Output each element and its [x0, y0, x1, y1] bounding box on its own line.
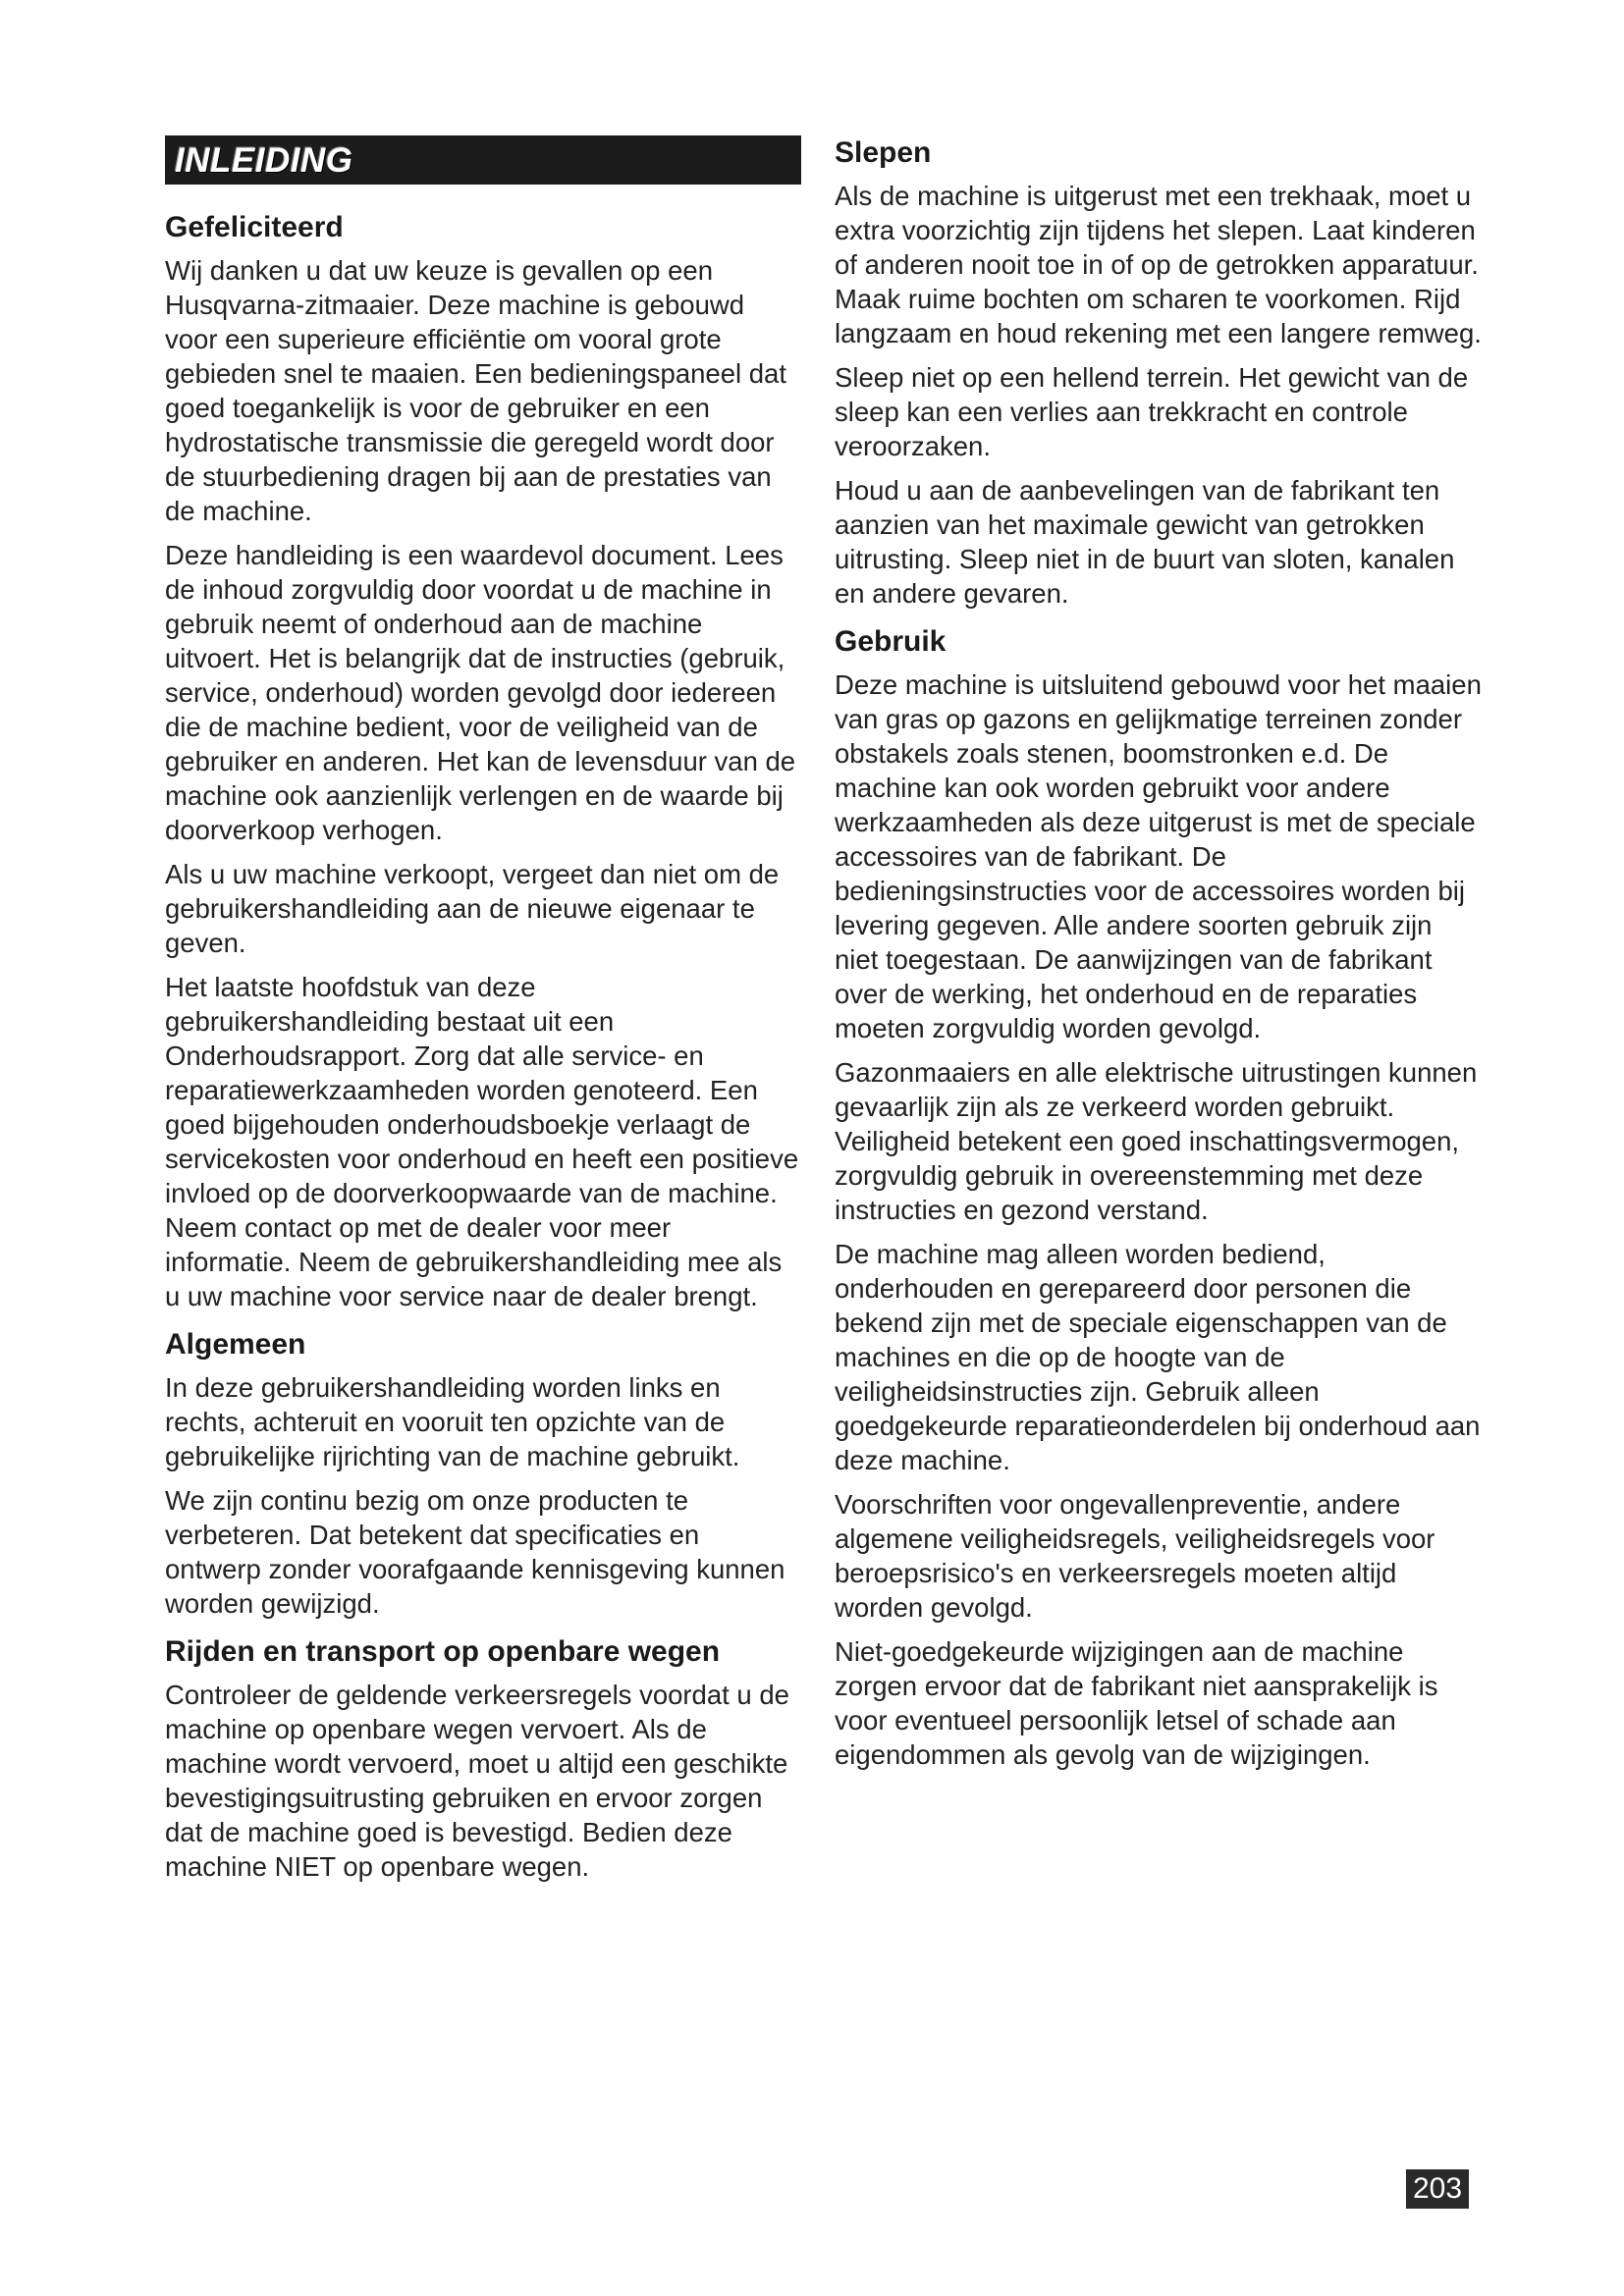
paragraph: Deze machine is uitsluitend gebouwd voor het maaien van gras op gazons en gelijkmatige terreinen zonder obstakels zoals stenen, boomstronken e.d. De machine kan ook worden gebruikt voor andere werkzaamheden als deze uitgerust is met de speciale accessoires van de fabrikant. De bedieningsinstructies voor de accessoires worden bij levering gegeven. Alle andere soorten gebruik zijn niet toegestaan. De aanwijzingen van de fabrikant over de werking, het onderhoud en de reparaties moeten zorgvuldig worden gevolgd. — [835, 669, 1482, 1043]
section-gefeliciteerd — [165, 210, 801, 1313]
paragraph: Als de machine is uitgerust met een trekhaak, moet u extra voorzichtig zijn tijdens het slepen. Laat kinderen of anderen nooit toe in of op de getrokken apparatuur. Maak ruime bochten om scharen te voorkomen. Rijd langzaam en houd rekening met een langere remweg. — [835, 181, 1482, 348]
section-gebruik — [835, 624, 1483, 1772]
paragraph: Deze handleiding is een waardevol document. Lees de inhoud zorgvuldig door voordat u de machine in gebruik neemt of onderhoud aan de machine uitvoert. Het is belangrijk dat de instructies (gebruik, service, onderhoud) worden gevolgd door iedereen die de machine bedient, voor de veiligheid van de gebruiker en anderen. Het kan de levensduur van de machine ook aanzienlijk verlengen en de waarde bij doorverkoop verhogen. — [165, 540, 796, 845]
paragraph: Als u uw machine verkoopt, vergeet dan niet om de gebruikershandleiding aan de nieuwe eigenaar te geven. — [165, 859, 780, 958]
paragraph: Voorschriften voor ongevallenpreventie, andere algemene veiligheidsregels, veiligheidsregels voor beroepsrisico's en verkeersregels moeten altijd worden gevolgd. — [835, 1489, 1435, 1623]
heading-algemeen: Algemeen — [165, 1328, 306, 1361]
paragraph: De machine mag alleen worden bediend, onderhouden en gerepareerd door personen die bekend zijn met de speciale eigenschappen van de machines en die op de hoogte van de veiligheidsinstructies zijn. Gebruik alleen goedgekeurde reparatieonderdelen bij onderhoud aan deze machine. — [835, 1239, 1481, 1475]
section-banner — [165, 135, 801, 185]
paragraph: Controleer de geldende verkeersregels voordat u de machine op openbare wegen vervoert. Als de machine wordt vervoerd, moet u altijd een geschikte bevestigingsuitrusting gebruiken en ervoor zorgen dat de machine goed is bevestigd. Bedien deze machine NIET op openbare wegen. — [165, 1680, 789, 1882]
section-rijden-transport — [165, 1634, 801, 1884]
heading-gefeliciteerd: Gefeliciteerd — [165, 211, 344, 243]
heading-rijden-transport: Rijden en transport op openbare wegen — [165, 1635, 721, 1668]
paragraph: Niet-goedgekeurde wijzigingen aan de machine zorgen ervoor dat de fabrikant niet aansprakelijk is voor eventueel persoonlijk letsel of schade aan eigendommen als gevolg van de wijzigingen. — [835, 1636, 1438, 1770]
paragraph: Gazonmaaiers en alle elektrische uitrustingen kunnen gevaarlijk zijn als ze verkeerd worden gebruikt. Veiligheid betekent een goed inschattingsvermogen, zorgvuldig gebruik in overeenstemming met deze instructies en gezond verstand. — [835, 1057, 1478, 1225]
right-column — [835, 135, 1483, 1786]
heading-gebruik: Gebruik — [835, 625, 947, 658]
left-column — [165, 135, 801, 1897]
banner-title: INLEIDING — [175, 141, 353, 180]
paragraph: Houd u aan de aanbevelingen van de fabrikant ten aanzien van het maximale gewicht van getrokken uitrusting. Sleep niet in de buurt van sloten, kanalen en andere gevaren. — [835, 475, 1455, 609]
section-slepen — [835, 135, 1483, 611]
paragraph: Het laatste hoofdstuk van deze gebruikershandleiding bestaat uit een Onderhoudsrapport. Zorg dat alle service- en reparatiewerkzaamheden worden genoteerd. Een goed bijgehouden onderhoudsboekje verlaagt de servicekosten voor onderhoud en heeft een positieve invloed op de doorverkoopwaarde van de machine. Neem contact op met de dealer voor meer informatie. Neem de gebruikershandleiding mee als u uw machine voor service naar de dealer brengt. — [165, 972, 799, 1311]
section-algemeen — [165, 1327, 801, 1621]
paragraph: We zijn continu bezig om onze producten te verbeteren. Dat betekent dat specificaties en ontwerp zonder voorafgaande kennisgeving kunnen worden gewijzigd. — [165, 1485, 785, 1619]
heading-slepen: Slepen — [835, 136, 932, 169]
page-number: 203 — [1406, 2169, 1469, 2209]
paragraph: Wij danken u dat uw keuze is gevallen op een Husqvarna-zitmaaier. Deze machine is gebouwd voor een superieure efficiëntie om vooral grote gebieden snel te maaien. Een bedieningspaneel dat goed toegankelijk is voor de gebruiker en een hydrostatische transmissie die geregeld wordt door de stuurbediening dragen bij aan de prestaties van de machine. — [165, 255, 786, 526]
paragraph: In deze gebruikershandleiding worden links en rechts, achteruit en vooruit ten opzichte van de gebruikelijke rijrichting van de machine gebruikt. — [165, 1372, 740, 1471]
paragraph: Sleep niet op een hellend terrein. Het gewicht van de sleep kan een verlies aan trekkracht en controle veroorzaken. — [835, 362, 1469, 461]
